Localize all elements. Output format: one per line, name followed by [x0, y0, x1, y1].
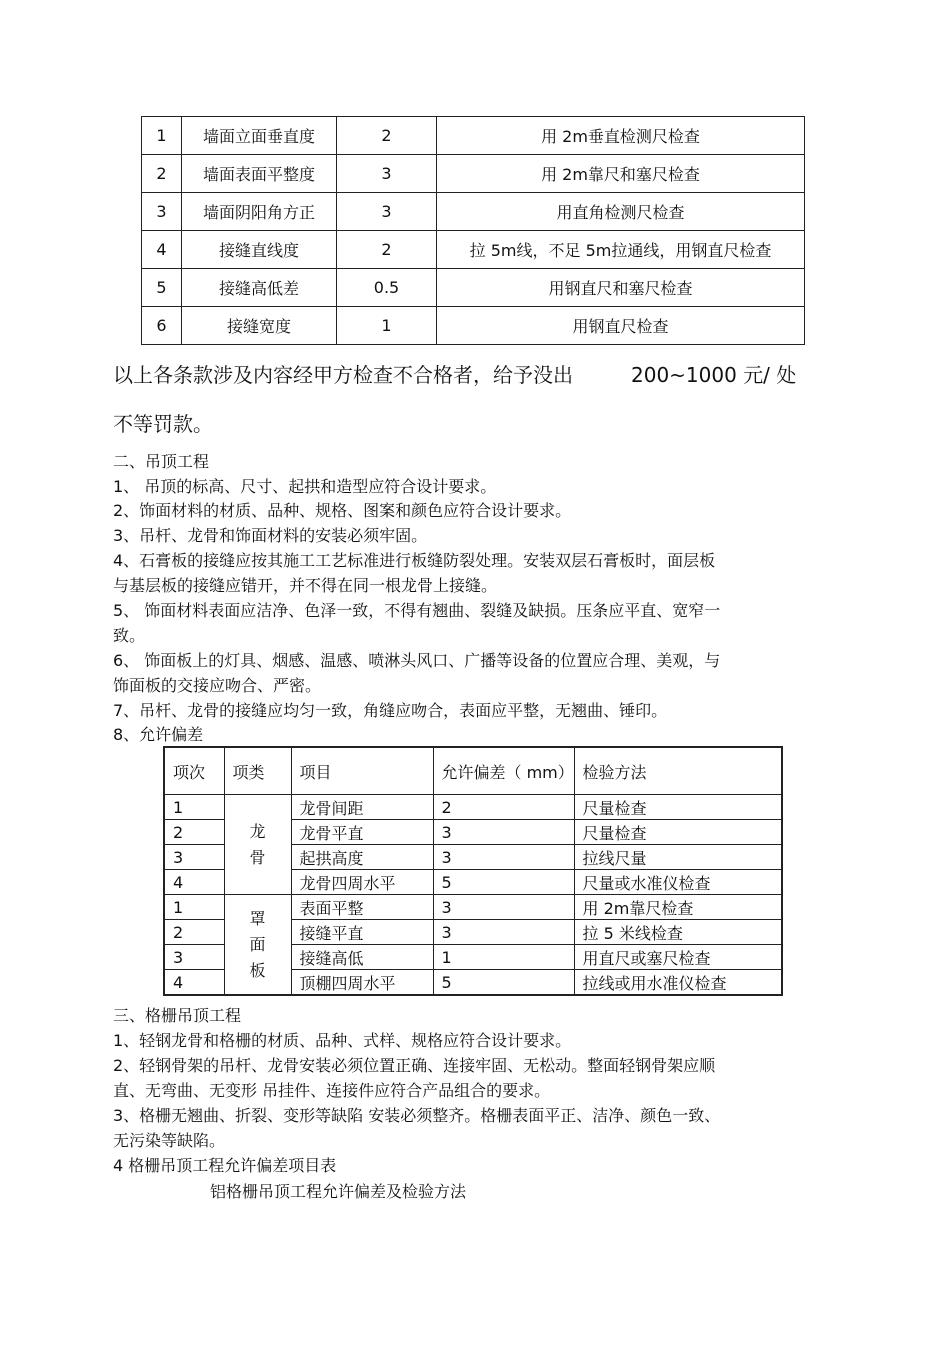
paragraph-line: 2、饰面材料的材质、品种、规格、图案和颜色应符合设计要求。	[113, 501, 572, 520]
table-cell: 用钢直尺和塞尺检查	[437, 269, 805, 307]
table-cell: 龙骨间距	[291, 795, 433, 820]
paragraph-line: 1、轻钢龙骨和格栅的材质、品种、式样、规格应符合设计要求。	[113, 1031, 572, 1050]
table-cell: 墙面表面平整度	[182, 155, 337, 193]
table-cell: 2	[337, 117, 437, 155]
table-cell: 3	[433, 895, 574, 920]
table-cell: 拉线尺量	[574, 845, 782, 870]
column-header: 检验方法	[574, 747, 782, 795]
deviation-table-wall	[141, 116, 805, 345]
table-cell: 2	[337, 231, 437, 269]
table-cell: 拉线或用水准仪检查	[574, 970, 782, 996]
table-cell: 5	[433, 870, 574, 895]
paragraph-line: 无污染等缺陷。	[113, 1131, 226, 1150]
table-header-row	[164, 747, 782, 795]
paragraph-line: 7、吊杆、龙骨的接缝应均匀一致，角缝应吻合，表面应平整，无翘曲、锤印。	[113, 701, 668, 720]
table-cell: 0.5	[337, 269, 437, 307]
group-label-panel	[224, 895, 291, 996]
paragraph-line: 6、 饰面板上的灯具、烟感、温感、喷淋头风口、广播等设备的位置应合理、美观，与	[113, 651, 721, 670]
paragraph-line: 3、吊杆、龙骨和饰面材料的安装必须牢固。	[113, 526, 428, 545]
table-row	[142, 269, 805, 307]
table-cell: 6	[142, 307, 182, 345]
table-caption: 铝格栅吊顶工程允许偏差及检验方法	[210, 1182, 467, 1201]
table-cell: 用 2m垂直检测尺检查	[437, 117, 805, 155]
column-header: 项次	[164, 747, 224, 795]
table-cell: 顶棚四周水平	[291, 970, 433, 996]
table-cell: 墙面立面垂直度	[182, 117, 337, 155]
table-row	[142, 307, 805, 345]
penalty-amount: 200~1000 元/ 处	[631, 363, 797, 387]
penalty-text: 以上各条款涉及内容经甲方检查不合格者，给予没出	[113, 363, 573, 387]
paragraph-line: 8、允许偏差	[113, 725, 204, 744]
penalty-line-1	[113, 359, 796, 388]
table-cell: 2	[433, 795, 574, 820]
table-cell: 拉 5m线，不足 5m拉通线，用钢直尺检查	[437, 231, 805, 269]
table-cell: 尺量检查	[574, 795, 782, 820]
table-cell: 3	[164, 945, 224, 970]
table-row	[164, 795, 782, 820]
column-header: 允许偏差（ mm）	[433, 747, 574, 795]
table-cell: 接缝高低差	[182, 269, 337, 307]
table-cell: 用钢直尺检查	[437, 307, 805, 345]
table-cell: 接缝高低	[291, 945, 433, 970]
table-cell: 3	[164, 845, 224, 870]
table-cell: 表面平整	[291, 895, 433, 920]
table-cell: 4	[164, 870, 224, 895]
table-row	[142, 155, 805, 193]
column-header: 项目	[291, 747, 433, 795]
table-cell: 5	[433, 970, 574, 996]
table-row	[142, 231, 805, 269]
table-cell: 4	[142, 231, 182, 269]
table-row	[142, 117, 805, 155]
table-cell: 2	[164, 820, 224, 845]
table-cell: 3	[142, 193, 182, 231]
table-cell: 3	[337, 193, 437, 231]
group-label-text: 罩 面 板	[249, 908, 266, 980]
table-cell: 1	[433, 945, 574, 970]
table-cell: 用 2m靠尺和塞尺检查	[437, 155, 805, 193]
table-row	[164, 895, 782, 920]
table-cell: 2	[164, 920, 224, 945]
table-cell: 尺量检查	[574, 820, 782, 845]
section-title: 三、格栅吊顶工程	[113, 1006, 242, 1025]
paragraph-line: 5、 饰面材料表面应洁净、色泽一致，不得有翘曲、裂缝及缺损。压条应平直、宽窄一	[113, 601, 721, 620]
group-label-text: 龙 骨	[249, 821, 266, 867]
penalty-line-2: 不等罚款。	[113, 412, 213, 436]
table-cell: 3	[433, 820, 574, 845]
paragraph-line: 4、石膏板的接缝应按其施工工艺标准进行板缝防裂处理。安装双层石膏板时，面层板	[113, 551, 716, 570]
table-cell: 龙骨四周水平	[291, 870, 433, 895]
table-cell: 1	[164, 795, 224, 820]
table-cell: 接缝直线度	[182, 231, 337, 269]
table-cell: 接缝平直	[291, 920, 433, 945]
table-cell: 用直尺或塞尺检查	[574, 945, 782, 970]
table-cell: 1	[337, 307, 437, 345]
paragraph-line: 直、无弯曲、无变形 吊挂件、连接件应符合产品组合的要求。	[113, 1081, 551, 1100]
table-cell: 用 2m靠尺检查	[574, 895, 782, 920]
table-cell: 5	[142, 269, 182, 307]
table-cell: 尺量或水准仪检查	[574, 870, 782, 895]
table-cell: 墙面阴阳角方正	[182, 193, 337, 231]
paragraph-line: 2、轻钢骨架的吊杆、龙骨安装必须位置正确、连接牢固、无松动。整面轻钢骨架应顺	[113, 1056, 716, 1075]
paragraph-line: 与基层板的接缝应错开，并不得在同一根龙骨上接缝。	[113, 576, 498, 595]
table-cell: 4	[164, 970, 224, 996]
paragraph-line: 3、格栅无翘曲、折裂、变形等缺陷 安装必须整齐。格栅表面平正、洁净、颜色一致、	[113, 1106, 721, 1125]
group-label-keel	[224, 795, 291, 895]
table-cell: 3	[433, 920, 574, 945]
section-title: 二、吊顶工程	[113, 452, 210, 471]
table-cell: 龙骨平直	[291, 820, 433, 845]
paragraph-line: 饰面板的交接应吻合、严密。	[113, 676, 322, 695]
column-header: 项类	[224, 747, 291, 795]
paragraph-line: 致。	[113, 626, 146, 645]
paragraph-line: 1、 吊顶的标高、尺寸、起拱和造型应符合设计要求。	[113, 477, 497, 496]
paragraph-line: 4 格栅吊顶工程允许偏差项目表	[113, 1156, 337, 1175]
table-row	[142, 193, 805, 231]
table-cell: 2	[142, 155, 182, 193]
table-cell: 1	[142, 117, 182, 155]
table-cell: 接缝宽度	[182, 307, 337, 345]
table-cell: 3	[337, 155, 437, 193]
table-cell: 3	[433, 845, 574, 870]
table-cell: 起拱高度	[291, 845, 433, 870]
deviation-table-ceiling	[163, 746, 783, 996]
table-cell: 用直角检测尺检查	[437, 193, 805, 231]
table-cell: 1	[164, 895, 224, 920]
table-cell: 拉 5 米线检查	[574, 920, 782, 945]
